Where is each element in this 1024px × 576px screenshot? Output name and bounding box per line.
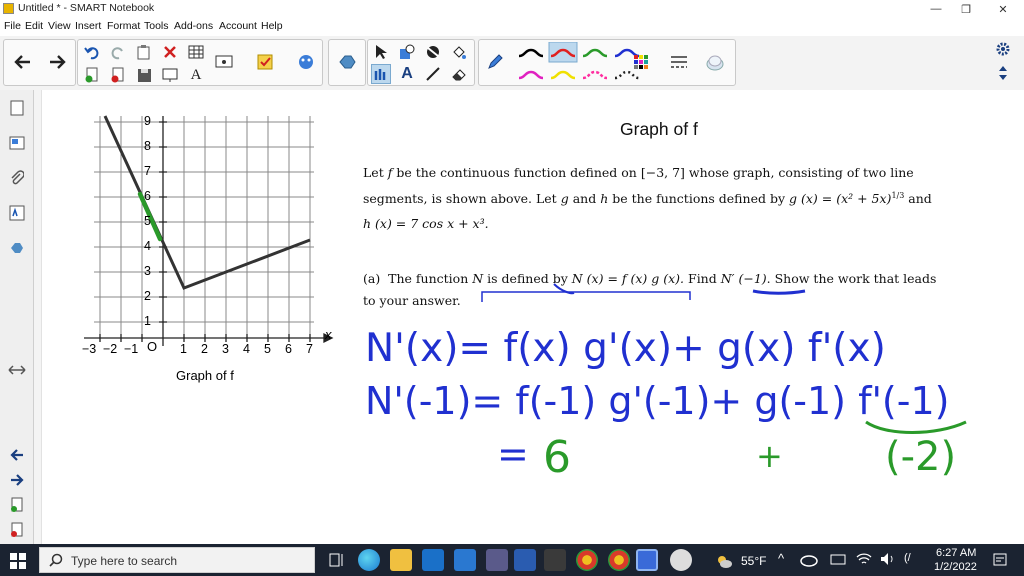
add-page-icon[interactable] bbox=[82, 65, 102, 85]
task-view-icon[interactable] bbox=[326, 549, 348, 571]
x-tick-label: 4 bbox=[243, 342, 250, 356]
menu-view[interactable]: View bbox=[48, 20, 71, 32]
weather-icon[interactable] bbox=[715, 553, 733, 574]
gallery-icon[interactable] bbox=[7, 133, 27, 153]
paint-bucket-icon[interactable] bbox=[449, 42, 469, 62]
onedrive-icon[interactable] bbox=[800, 553, 818, 572]
store-icon[interactable] bbox=[544, 549, 566, 571]
pens-tool-icon[interactable] bbox=[371, 64, 391, 84]
x-tick-label: −3 bbox=[82, 342, 97, 356]
wifi-icon[interactable] bbox=[856, 552, 872, 571]
handwritten-plus: + bbox=[756, 437, 783, 475]
y-tick-label: 8 bbox=[144, 139, 151, 153]
delete-icon[interactable] bbox=[160, 42, 180, 62]
x-tick-label: 1 bbox=[180, 342, 187, 356]
tools-group bbox=[367, 39, 475, 86]
color-palette-icon[interactable] bbox=[631, 52, 651, 72]
navigation-group bbox=[3, 39, 76, 86]
paragraph-line-1 bbox=[363, 165, 914, 180]
graph-caption: Graph of f bbox=[176, 368, 234, 383]
para-text: whose graph, consisting of two line bbox=[688, 165, 914, 180]
page-sorter-icon[interactable] bbox=[7, 98, 27, 118]
part-a-label: (a) bbox=[363, 271, 381, 286]
sidebar-next-page-icon[interactable] bbox=[7, 470, 27, 490]
shapes-tool-icon[interactable] bbox=[397, 42, 417, 62]
y-tick-label: 6 bbox=[144, 189, 151, 203]
toolbar-position-icon[interactable] bbox=[993, 63, 1013, 83]
text-tool-label: A bbox=[401, 65, 413, 82]
origin-label: O bbox=[147, 339, 158, 354]
handwritten-line-1: N'(x)= f(x) g'(x)+ g(x) f'(x) bbox=[365, 326, 886, 371]
save-icon[interactable] bbox=[134, 65, 154, 85]
pen-styles-group bbox=[478, 39, 736, 86]
menu-insert[interactable]: Insert bbox=[75, 20, 102, 32]
addons-sidebar-icon[interactable] bbox=[7, 238, 27, 258]
edge-browser-icon[interactable] bbox=[358, 549, 380, 571]
para-text: segments, is shown above. Let bbox=[363, 191, 557, 207]
outlook-icon[interactable] bbox=[422, 549, 444, 571]
part-a-var: N bbox=[472, 271, 484, 286]
para-text: and bbox=[572, 191, 597, 207]
part-a-text: Find bbox=[688, 271, 717, 286]
graph-heading: Graph of f bbox=[620, 119, 698, 139]
select-tool-icon[interactable] bbox=[371, 42, 391, 62]
pen-type-icon[interactable] bbox=[485, 52, 505, 72]
sidebar-prev-page-icon[interactable] bbox=[7, 445, 27, 465]
window-title: Untitled * - SMART Notebook bbox=[18, 2, 155, 14]
undo-icon[interactable] bbox=[82, 42, 102, 62]
para-math-exp: 1/3 bbox=[891, 191, 905, 200]
smart-notebook-taskbar-icon[interactable] bbox=[636, 549, 658, 571]
previous-page-icon[interactable] bbox=[12, 52, 32, 72]
para-var: g bbox=[560, 191, 569, 207]
menu-edit[interactable]: Edit bbox=[25, 20, 44, 32]
part-a-line-2: to your answer. bbox=[363, 293, 461, 308]
para-var: h bbox=[600, 191, 609, 207]
x-tick-label: −2 bbox=[103, 342, 118, 356]
redo-icon[interactable] bbox=[108, 42, 128, 62]
properties-icon[interactable] bbox=[7, 203, 27, 223]
x-tick-label: 5 bbox=[264, 342, 271, 356]
menu-add-ons[interactable]: Add-ons bbox=[174, 20, 214, 32]
graph-of-f-line bbox=[105, 116, 310, 288]
menu-tools[interactable]: Tools bbox=[144, 20, 169, 32]
line-tool-icon[interactable] bbox=[423, 64, 443, 84]
activity-builder-icon[interactable] bbox=[296, 52, 316, 72]
addon-icon[interactable] bbox=[337, 52, 357, 72]
handwritten-value-neg2: (-2) bbox=[885, 434, 957, 480]
fonts-icon-label: A bbox=[190, 66, 202, 83]
file-explorer-icon[interactable] bbox=[390, 549, 412, 571]
para-math: [−3, 7] bbox=[640, 165, 685, 180]
menu-format[interactable]: Format bbox=[107, 20, 141, 32]
smart-notebook-app-icon bbox=[3, 3, 14, 14]
teams-icon[interactable] bbox=[486, 549, 508, 571]
ime-indicator[interactable]: (/ bbox=[904, 552, 911, 564]
clock-date[interactable]: 1/2/2022 bbox=[934, 561, 977, 573]
sidebar bbox=[0, 90, 34, 544]
part-a-text: The function bbox=[388, 271, 469, 286]
line-style-icon[interactable] bbox=[669, 52, 689, 72]
para-text: Let bbox=[363, 165, 384, 180]
chrome-icon-1[interactable] bbox=[576, 549, 598, 571]
clock-time[interactable]: 6:27 AM bbox=[936, 547, 977, 559]
paragraph-line-3 bbox=[363, 216, 489, 231]
para-text: and bbox=[908, 191, 932, 207]
pen-app-icon[interactable] bbox=[670, 549, 692, 571]
part-a-text: . Show the work that leads bbox=[766, 271, 937, 286]
search-icon bbox=[49, 553, 63, 567]
eraser-tool-icon[interactable] bbox=[449, 64, 469, 84]
handwritten-value-6: 6 bbox=[543, 432, 571, 483]
mail-icon[interactable] bbox=[454, 549, 476, 571]
sidebar-splitter[interactable] bbox=[34, 90, 42, 544]
handwritten-equals: = bbox=[497, 432, 529, 476]
screen-shade-icon[interactable] bbox=[160, 65, 180, 85]
para-text: be the functions defined by bbox=[612, 191, 786, 207]
menu-help[interactable]: Help bbox=[261, 20, 283, 32]
y-tick-label: 4 bbox=[144, 239, 151, 253]
attachments-icon[interactable] bbox=[7, 168, 27, 188]
windows-start-icon[interactable] bbox=[10, 553, 26, 574]
y-tick-label: 5 bbox=[144, 214, 151, 228]
paragraph-line-2 bbox=[363, 191, 932, 206]
toolbar bbox=[0, 36, 1024, 91]
sidebar-add-page-icon[interactable] bbox=[7, 495, 27, 515]
x-tick-label: 2 bbox=[201, 342, 208, 356]
minimize-button[interactable]: — bbox=[930, 3, 942, 15]
next-page-icon[interactable] bbox=[48, 52, 68, 72]
weather-temperature[interactable]: 55°F bbox=[741, 554, 767, 568]
network-icon[interactable] bbox=[830, 553, 846, 572]
para-text: be the continuous function defined on bbox=[396, 165, 637, 180]
y-tick-label: 1 bbox=[144, 314, 151, 328]
menu-bar bbox=[0, 18, 1024, 36]
close-button[interactable]: ✕ bbox=[998, 3, 1008, 16]
fill-tool-icon[interactable] bbox=[423, 42, 443, 62]
x-tick-label: −1 bbox=[124, 342, 139, 356]
part-a-text: is defined by bbox=[487, 271, 568, 286]
display-icon[interactable] bbox=[214, 52, 234, 72]
part-a-target: N′ (−1) bbox=[720, 271, 767, 286]
word-icon[interactable] bbox=[514, 549, 536, 571]
annotation-marks bbox=[460, 282, 820, 306]
y-tick-label: 2 bbox=[144, 289, 151, 303]
volume-icon[interactable] bbox=[880, 552, 896, 571]
resize-sidebar-icon[interactable] bbox=[7, 360, 27, 380]
sidebar-delete-page-icon[interactable] bbox=[7, 520, 27, 540]
response-icon[interactable] bbox=[255, 52, 275, 72]
text-tool-icon[interactable] bbox=[397, 64, 417, 84]
settings-gear-icon[interactable] bbox=[993, 39, 1013, 59]
taskbar-search-box[interactable] bbox=[39, 547, 315, 573]
addon-group bbox=[328, 39, 366, 86]
fill-effects-icon[interactable] bbox=[705, 52, 725, 72]
handwritten-line-2: N'(-1)= f(-1) g'(-1)+ g(-1) f'(-1) bbox=[365, 379, 950, 423]
restore-button[interactable]: ❐ bbox=[961, 3, 971, 16]
edit-group bbox=[77, 39, 323, 86]
notifications-icon[interactable] bbox=[992, 552, 1008, 573]
y-tick-label: 3 bbox=[144, 264, 151, 278]
table-icon[interactable] bbox=[186, 42, 206, 62]
x-tick-label: 3 bbox=[222, 342, 229, 356]
paste-icon[interactable] bbox=[134, 42, 154, 62]
x-tick-label: 7 bbox=[306, 342, 313, 356]
delete-page-icon[interactable] bbox=[108, 65, 128, 85]
search-placeholder: Type here to search bbox=[71, 554, 178, 568]
para-math: g (x) = (x² + 5x) bbox=[789, 191, 892, 207]
tray-chevron-icon[interactable]: ^ bbox=[778, 551, 785, 566]
title-bar bbox=[0, 0, 1024, 18]
menu-account[interactable]: Account bbox=[219, 20, 257, 32]
part-a-math: N (x) = f (x) g (x). bbox=[571, 271, 685, 286]
x-axis-label: x bbox=[325, 327, 332, 342]
x-tick-label: 6 bbox=[285, 342, 292, 356]
para-math: h (x) = 7 cos x + x³. bbox=[363, 216, 489, 231]
fonts-icon[interactable] bbox=[186, 65, 206, 85]
menu-file[interactable]: File bbox=[4, 20, 21, 32]
y-tick-label: 9 bbox=[144, 114, 151, 128]
y-tick-label: 7 bbox=[144, 164, 151, 178]
para-var: f bbox=[387, 165, 393, 180]
chrome-icon-2[interactable] bbox=[608, 549, 630, 571]
